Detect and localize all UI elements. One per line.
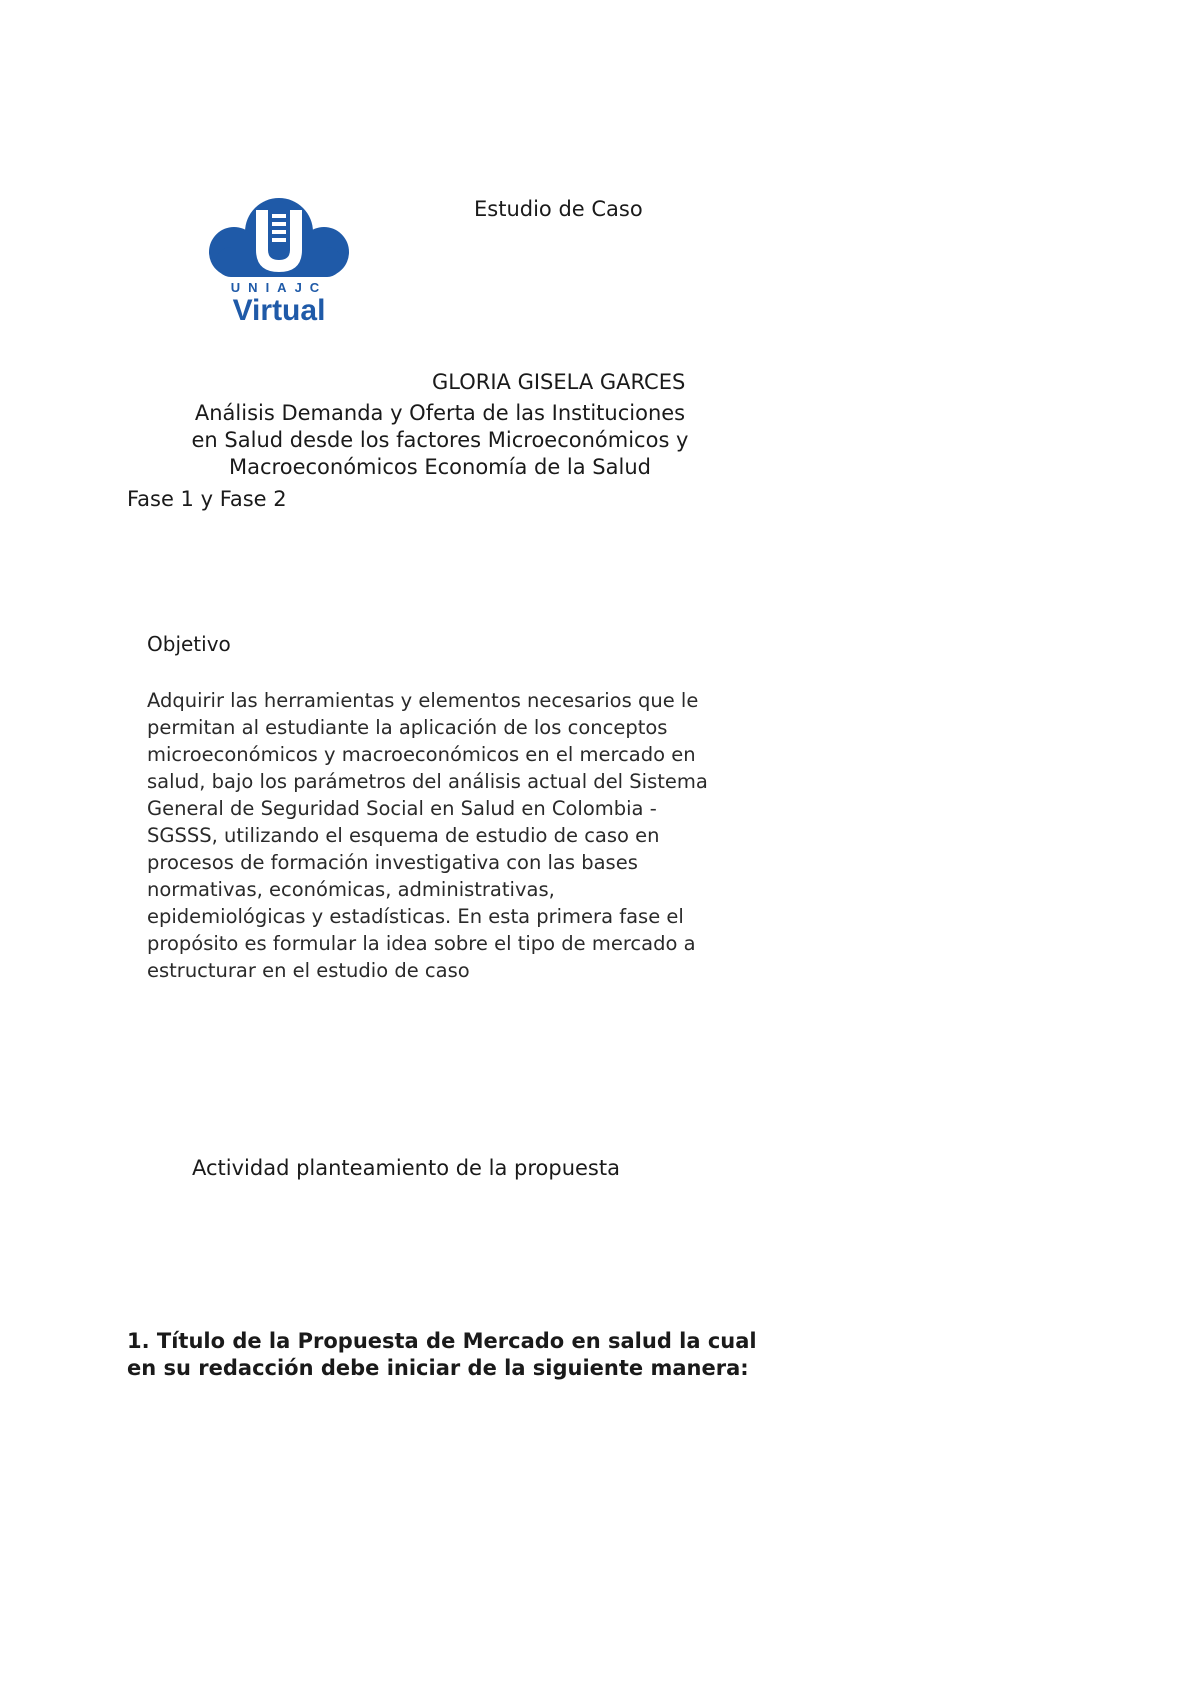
objective-heading: Objetivo — [147, 632, 231, 656]
uniajc-virtual-logo — [204, 192, 354, 326]
objective-body: Adquirir las herramientas y elementos necesarios que le permitan al estudiante la aplicación de los conceptos microeconómicos y macroeconómicos en el mercado en salud, bajo los parámetros del análisis actual del Sistema General de Seguridad Social en Salud en Colombia - SGSSS, utilizando el esquema de estudio de caso en procesos de formación investigativa con las bases normativas, económicas, administrativas, epidemiológicas y estadísticas. En esta primera fase el propósito es formular la idea sobre el tipo de mercado a estructurar en el estudio de caso — [147, 689, 708, 982]
phase-label: Fase 1 y Fase 2 — [127, 487, 287, 511]
author-name: GLORIA GISELA GARCES — [432, 370, 686, 394]
cloud-logo-icon — [204, 192, 354, 326]
svg-text:Virtual: Virtual — [232, 294, 326, 326]
svg-text:UNIAJC: UNIAJC — [230, 280, 328, 295]
question-1: 1. Título de la Propuesta de Mercado en salud la cual en su redacción debe iniciar de la siguiente manera: — [127, 1329, 757, 1380]
subject-title: Análisis Demanda y Oferta de las Instituciones en Salud desde los factores Microeconómicos y Macroeconómicos Economía de la Salud — [191, 401, 689, 479]
activity-heading: Actividad planteamiento de la propuesta — [192, 1156, 620, 1180]
page-title: Estudio de Caso — [474, 197, 643, 221]
